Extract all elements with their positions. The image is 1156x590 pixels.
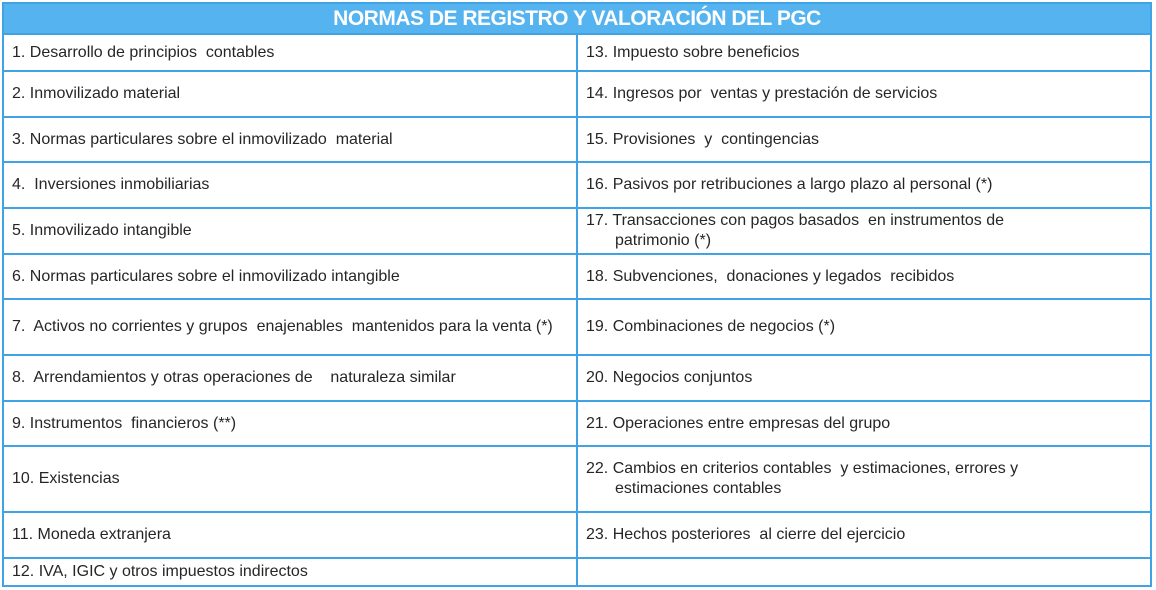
table-row: [4, 557, 1150, 585]
norm-cell: [4, 559, 576, 585]
norm-label: 20. Negocios conjuntos: [586, 369, 753, 386]
table-row: [4, 298, 1150, 354]
norm-cell: [4, 209, 576, 253]
norm-label: 10. Existencias: [12, 470, 120, 487]
norm-cell: [576, 513, 1150, 557]
norm-cell: [4, 402, 576, 445]
norm-cell: [4, 118, 576, 161]
norm-cell: [576, 209, 1150, 253]
norm-cell: [576, 118, 1150, 161]
pgc-norms-table: [2, 2, 1152, 587]
norm-label: 8. Arrendamientos y otras operaciones de naturaleza similar: [12, 369, 456, 386]
norm-label: 13. Impuesto sobre beneficios: [586, 43, 800, 61]
norm-cell: [4, 163, 576, 207]
table-row: [4, 161, 1150, 207]
norm-cell: [4, 35, 576, 70]
norm-label: 3. Normas particulares sobre el inmovilizado material: [12, 130, 393, 148]
norm-cell: [576, 35, 1150, 70]
table-row: [4, 33, 1150, 70]
norm-label: 5. Inmovilizado intangible: [12, 222, 192, 239]
norm-label: 18. Subvenciones, donaciones y legados recibidos: [586, 267, 955, 285]
table-row: [4, 445, 1150, 511]
norm-label: 1. Desarrollo de principios contables: [12, 43, 275, 61]
norm-label: 15. Provisiones y contingencias: [586, 130, 820, 148]
norm-cell: [576, 255, 1150, 298]
table-row: [4, 253, 1150, 298]
norm-cell: [576, 163, 1150, 207]
norm-label: 2. Inmovilizado material: [12, 85, 181, 102]
norm-label: 6. Normas particulares sobre el inmovilizado intangible: [12, 267, 400, 285]
table-row: [4, 511, 1150, 557]
empty-cell: [576, 559, 1150, 585]
norm-cell: [576, 356, 1150, 400]
norm-label: 11. Moneda extranjera: [12, 526, 171, 543]
norm-label: 19. Combinaciones de negocios (*): [586, 318, 836, 335]
norm-label: 23. Hechos posteriores al cierre del ejercicio: [586, 526, 906, 543]
norm-label: 9. Instrumentos financieros (**): [12, 414, 237, 432]
norm-label: 12. IVA, IGIC y otros impuestos indirectos: [12, 563, 308, 580]
norm-cell: [4, 72, 576, 116]
norm-label: 17. Transacciones con pagos basados en instrumentos de patrimonio (*): [586, 212, 1009, 249]
norm-cell: [4, 513, 576, 557]
norm-label: 16. Pasivos por retribuciones a largo plazo al personal (*): [586, 176, 993, 193]
norm-label: 21. Operaciones entre empresas del grupo: [586, 414, 891, 432]
norm-cell: [576, 447, 1150, 511]
table-row: [4, 354, 1150, 400]
norm-cell: [576, 72, 1150, 116]
table-row: [4, 400, 1150, 445]
norm-cell: [4, 356, 576, 400]
table-title: NORMAS DE REGISTRO Y VALORACIÓN DEL PGC: [4, 4, 1150, 33]
table-row: [4, 116, 1150, 161]
table-row: [4, 207, 1150, 253]
norm-label: 22. Cambios en criterios contables y estimaciones, errores y estimaciones contables: [586, 460, 1023, 497]
norm-label: 14. Ingresos por ventas y prestación de servicios: [586, 85, 938, 102]
norm-cell: [4, 447, 576, 511]
norm-label: 7. Activos no corrientes y grupos enajenables mantenidos para la venta (*): [12, 318, 553, 335]
norm-label: 4. Inversiones inmobiliarias: [12, 176, 210, 193]
norm-cell: [576, 300, 1150, 354]
norm-cell: [576, 402, 1150, 445]
norm-cell: [4, 300, 576, 354]
norm-cell: [4, 255, 576, 298]
table-row: [4, 70, 1150, 116]
